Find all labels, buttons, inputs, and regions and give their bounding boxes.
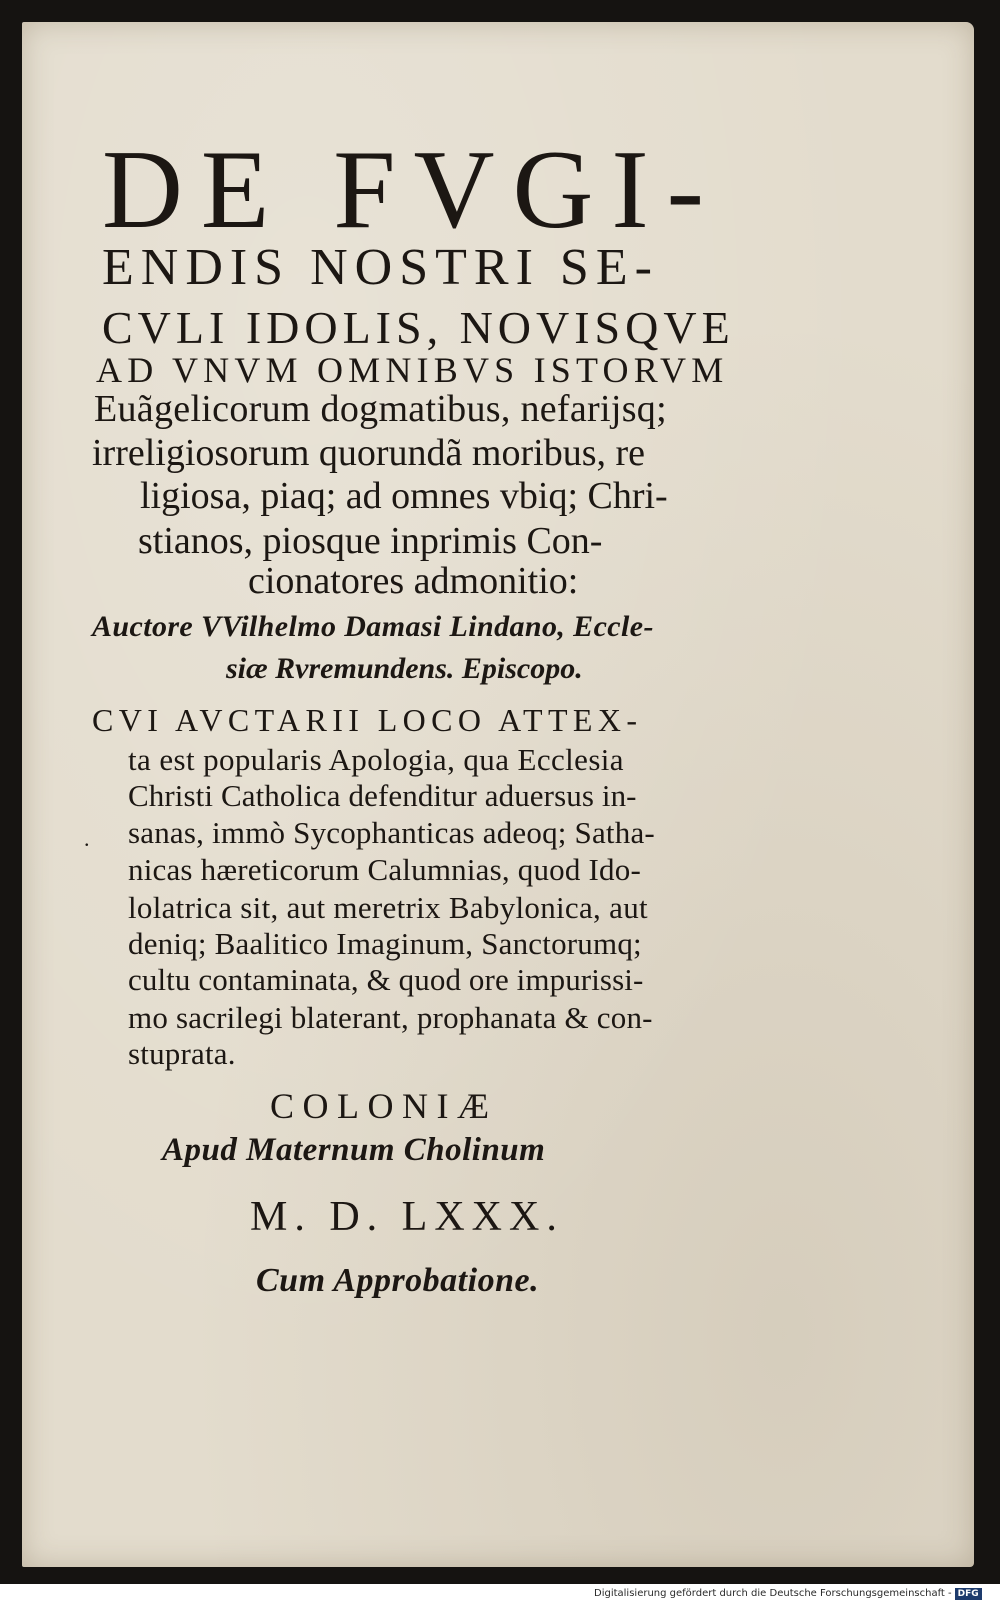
body-line-1: Euãgelicorum dogmatibus, nefarijsq;: [94, 388, 667, 430]
subtitle-caps-line: CVI AVCTARII LOCO ATTEX-: [92, 702, 643, 738]
title-line-3: CVLI IDOLIS, NOVISQVE: [102, 302, 735, 353]
title-line-4: AD VNVM OMNIBVS ISTORVM: [96, 350, 729, 390]
subtitle-line: ta est popularis Apologia, qua Ecclesia: [128, 742, 624, 777]
imprint-city: COLONIÆ: [270, 1086, 498, 1126]
subtitle-line: deniq; Baalitico Imaginum, Sanctorumq;: [128, 926, 642, 961]
digitization-credit: [594, 1588, 982, 1600]
subtitle-line: stuprata.: [128, 1036, 236, 1071]
author-line-1: Auctore VVilhelmo Damasi Lindano, Eccle-: [92, 610, 654, 643]
title-page: [22, 22, 974, 1567]
body-line-4: stianos, piosque inprimis Con-: [138, 520, 603, 562]
imprint-approval: Cum Approbatione.: [256, 1262, 540, 1299]
title-line-1: DE FVGI-: [102, 128, 722, 252]
body-line-3: ligiosa, piaq; ad omnes vbiq; Chri-: [140, 475, 668, 517]
body-line-2: irreligiosorum quorundã moribus, re: [92, 432, 646, 474]
title-line-2: ENDIS NOSTRI SE-: [102, 239, 659, 296]
author-line-2: siæ Rvremundens. Episcopo.: [226, 652, 583, 685]
subtitle-line: cultu contaminata, & quod ore impurissi-: [128, 962, 644, 997]
subtitle-line: mo sacrilegi blaterant, prophanata & con-: [128, 1000, 653, 1035]
margin-dot-mark: .: [84, 826, 90, 851]
subtitle-line: sanas, immò Sycophanticas adeoq; Satha-: [128, 815, 655, 850]
dfg-logo-icon: DFG: [955, 1588, 982, 1600]
imprint-year: M. D. LXXX.: [250, 1194, 564, 1240]
credit-text: Digitalisierung gefördert durch die Deutsche Forschungsgemeinschaft -: [594, 1588, 952, 1599]
imprint-printer: Apud Maternum Cholinum: [162, 1132, 546, 1168]
subtitle-line: lolatrica sit, aut meretrix Babylonica, aut: [128, 890, 648, 925]
body-line-5: cionatores admonitio:: [248, 560, 579, 602]
subtitle-line: Christi Catholica defenditur aduersus in-: [128, 778, 637, 813]
subtitle-line: nicas hæreticorum Calumnias, quod Ido-: [128, 852, 641, 887]
